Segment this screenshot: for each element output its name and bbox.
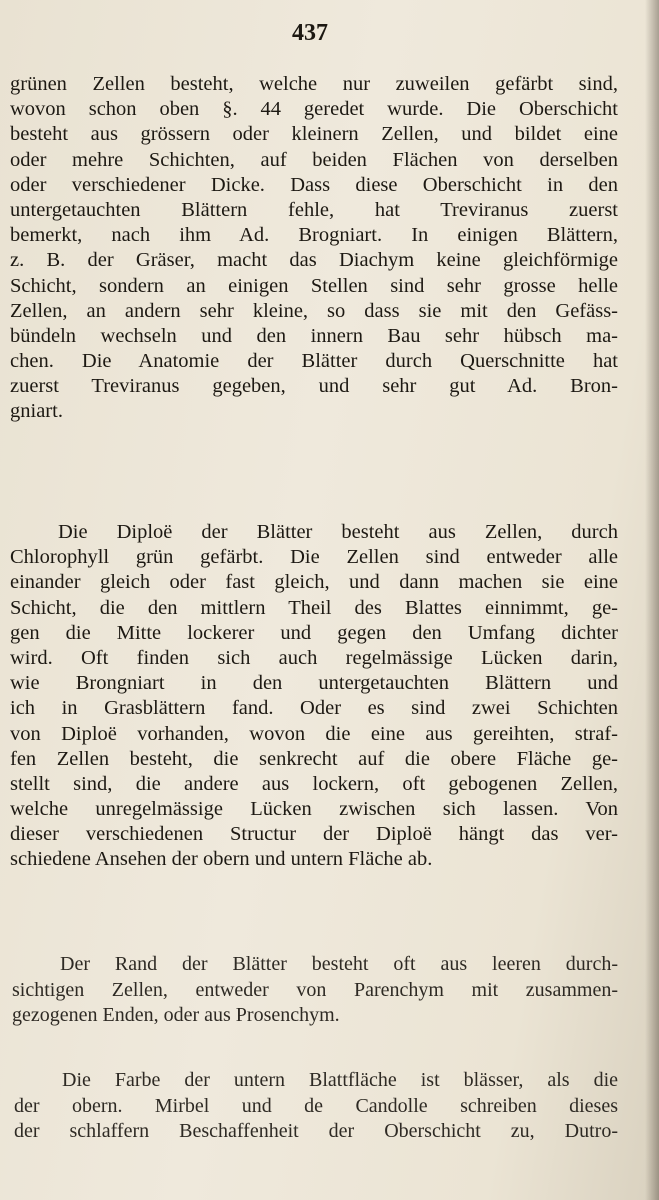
text-line: wie Brongniart in den untergetauchten Blättern und — [10, 672, 618, 695]
text-line: besteht aus grössern oder kleinern Zellen, und bildet eine — [10, 123, 618, 146]
text-line: einander gleich oder fast gleich, und dann machen sie eine — [10, 571, 618, 594]
text-line: bemerkt, nach ihm Ad. Brogniart. In einigen Blättern, — [10, 224, 618, 247]
text-line: wovon schon oben §. 44 geredet wurde. Die Oberschicht — [10, 98, 618, 121]
text-line: schiedene Ansehen der obern und untern Fläche ab. — [10, 848, 433, 871]
text-line: oder mehre Schichten, auf beiden Flächen von derselben — [10, 148, 618, 171]
text-line: bündeln wechseln und den innern Bau sehr hübsch ma- — [10, 324, 618, 347]
text-line: gezogenen Enden, oder aus Prosenchym. — [12, 1004, 340, 1026]
text-line: zuerst Treviranus gegeben, und sehr gut Ad. Bron- — [10, 375, 618, 398]
text-line: ich in Grasblättern fand. Oder es sind zwei Schichten — [10, 697, 618, 720]
text-line: chen. Die Anatomie der Blätter durch Querschnitte hat — [10, 350, 618, 373]
text-line: gen die Mitte lockerer und gegen den Umfang dichter — [10, 621, 618, 644]
text-line: untergetauchten Blättern fehle, hat Treviranus zuerst — [10, 198, 618, 221]
text-line: sichtigen Zellen, entweder von Parenchym mit zusammen- — [12, 978, 618, 1001]
text-line: fen Zellen besteht, die senkrecht auf die obere Fläche ge- — [10, 747, 618, 770]
text-line: der obern. Mirbel und de Candolle schreiben dieses — [14, 1094, 618, 1117]
page-number: 437 — [292, 20, 328, 46]
text-line: z. B. der Gräser, macht das Diachym keine gleichförmige — [10, 249, 618, 272]
paragraph-1 — [10, 72, 618, 425]
text-line: Die Farbe der untern Blattfläche ist blässer, als die — [62, 1069, 618, 1091]
text-line: Der Rand der Blätter besteht oft aus leeren durch- — [60, 953, 618, 975]
paragraph-2 — [10, 520, 618, 873]
text-line: Zellen, an andern sehr kleine, so dass sie mit den Gefäss- — [10, 299, 618, 322]
text-line: von Diploë vorhanden, wovon die eine aus gereihten, straf- — [10, 722, 618, 745]
paragraph-3 — [12, 952, 618, 1029]
text-line: grünen Zellen besteht, welche nur zuweilen gefärbt sind, — [10, 73, 618, 95]
text-line: wird. Oft finden sich auch regelmässige Lücken darin, — [10, 646, 618, 669]
text-line: Die Diploë der Blätter besteht aus Zellen, durch — [58, 521, 618, 543]
text-line: stellt sind, die andere aus lockern, oft gebogenen Zellen, — [10, 772, 618, 795]
text-line: Schicht, die den mittlern Theil des Blattes einnimmt, ge- — [10, 596, 618, 619]
text-line: der schlaffern Beschaffenheit der Oberschicht zu, Dutro- — [14, 1120, 618, 1142]
text-line: gniart. — [10, 400, 63, 423]
text-line: Chlorophyll grün gefärbt. Die Zellen sind entweder alle — [10, 546, 618, 569]
paragraph-4 — [14, 1068, 618, 1145]
text-line: oder verschiedener Dicke. Dass diese Oberschicht in den — [10, 173, 618, 196]
text-line: Schicht, sondern an einigen Stellen sind sehr grosse helle — [10, 274, 618, 297]
text-line: dieser verschiedenen Structur der Diploë hängt das ver- — [10, 823, 618, 846]
text-line: welche unregelmässige Lücken zwischen sich lassen. Von — [10, 798, 618, 821]
